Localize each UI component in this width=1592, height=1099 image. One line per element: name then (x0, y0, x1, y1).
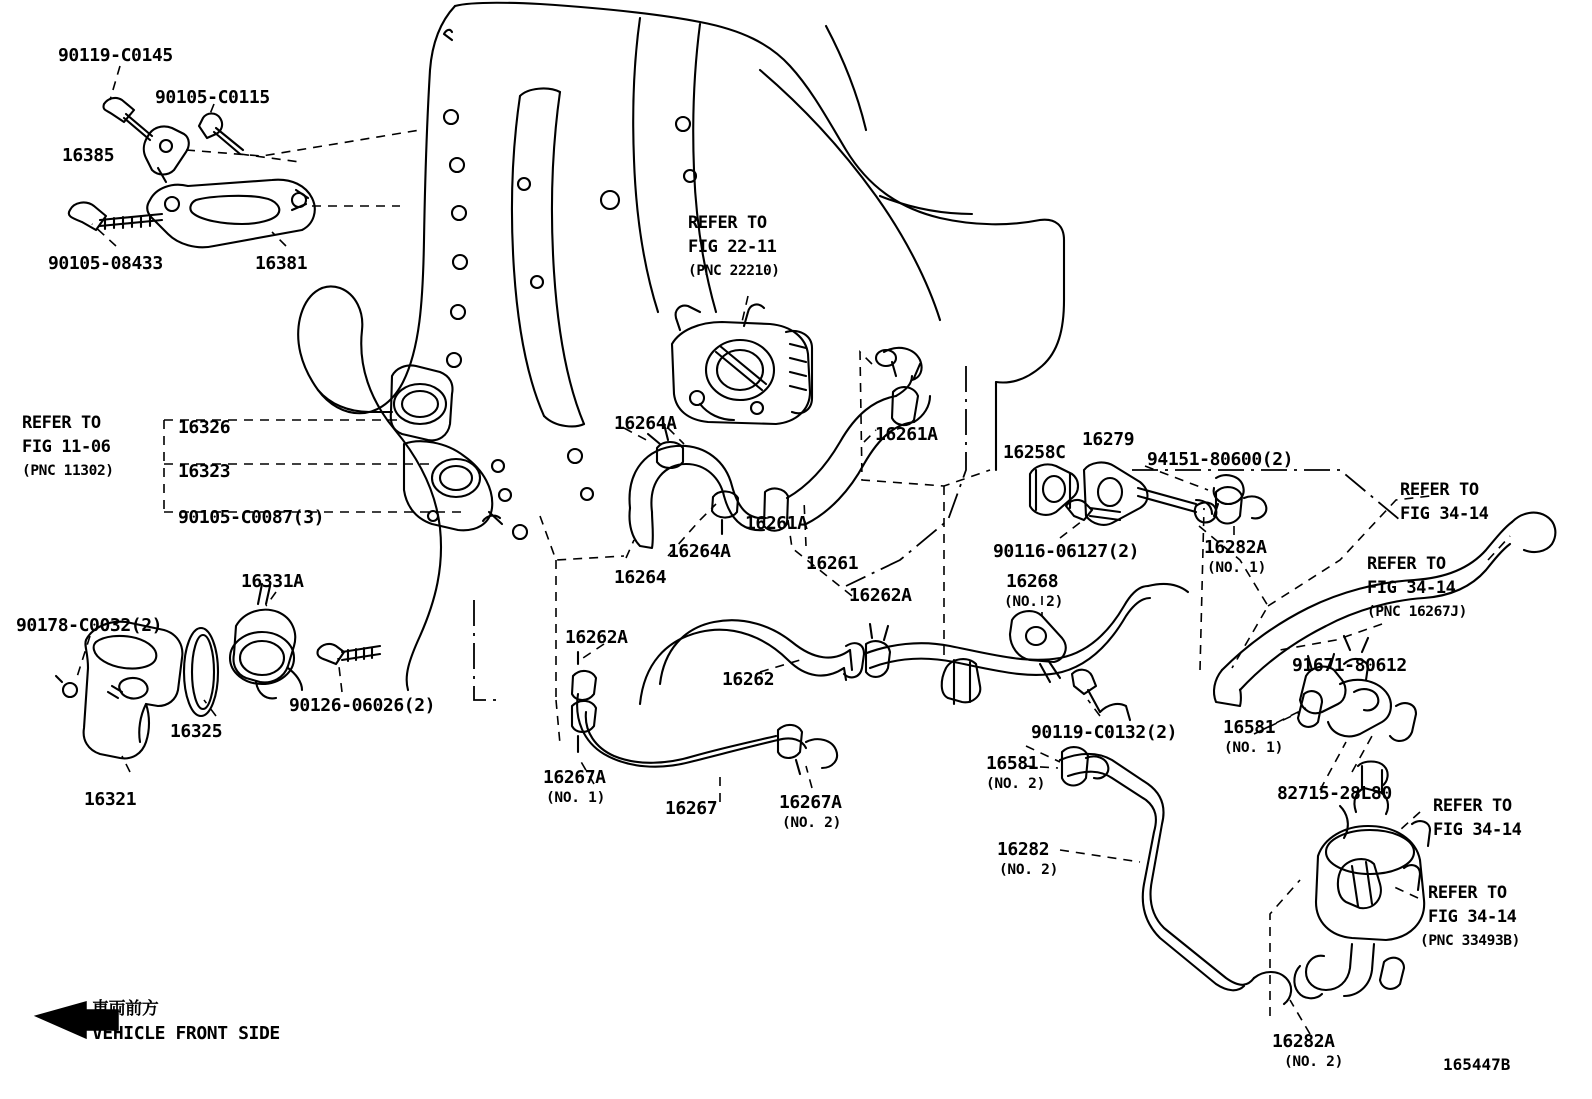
refer-fig-34-14-a-line1: REFER TO (1400, 480, 1479, 500)
part-label-16326: 16326 (178, 417, 231, 438)
part-label-16261: 16261 (806, 553, 859, 574)
part-label-90116-06127: 90116-06127(2) (993, 541, 1140, 562)
refer-fig-34-14-b-line2: FIG 34-14 (1367, 578, 1456, 598)
part-label-16282-no2-sub: (NO. 2) (999, 862, 1059, 878)
part-label-16258C: 16258C (1003, 442, 1066, 463)
part-label-16262: 16262 (722, 669, 775, 690)
part-label-90105-08433: 90105-08433 (48, 253, 163, 274)
refer-fig-22-11-pnc: (PNC 22210) (688, 263, 780, 279)
part-label-16581-no2: 16581 (986, 753, 1039, 774)
part-label-16261A-lower: 16261A (745, 513, 808, 534)
part-label-16581-no2-sub: (NO. 2) (986, 776, 1046, 792)
refer-fig-11-06-line1: REFER TO (22, 413, 101, 433)
part-label-82715-28L80: 82715-28L80 (1277, 783, 1392, 804)
part-label-16267A-no2: 16267A (779, 792, 842, 813)
part-label-16323: 16323 (178, 461, 231, 482)
part-label-16381: 16381 (255, 253, 308, 274)
refer-fig-22-11-line2: FIG 22-11 (688, 237, 777, 257)
part-label-16282A-no2-sub: (NO. 2) (1284, 1054, 1344, 1070)
part-label-16267A-no2-sub: (NO. 2) (782, 815, 842, 831)
part-label-90119-C0132: 90119-C0132(2) (1031, 722, 1178, 743)
refer-fig-34-14-b-line1: REFER TO (1367, 554, 1446, 574)
part-label-16262A-left: 16262A (565, 627, 628, 648)
refer-fig-34-14-a-line2: FIG 34-14 (1400, 504, 1489, 524)
part-label-16331A: 16331A (241, 571, 304, 592)
part-label-16267A-no1: 16267A (543, 767, 606, 788)
part-label-90105-C0087: 90105-C0087(3) (178, 507, 325, 528)
part-label-16385: 16385 (62, 145, 115, 166)
part-label-16261A-upper: 16261A (875, 424, 938, 445)
part-label-16264: 16264 (614, 567, 667, 588)
part-label-16279: 16279 (1082, 429, 1135, 450)
part-label-16325: 16325 (170, 721, 223, 742)
front-side-note-en: VEHICLE FRONT SIDE (92, 1023, 280, 1044)
refer-fig-11-06-line2: FIG 11-06 (22, 437, 111, 457)
part-label-90178-C0032: 90178-C0032(2) (16, 615, 163, 636)
part-label-91671-80612: 91671-80612 (1292, 655, 1407, 676)
front-side-note-jp: 車両前方 (92, 999, 159, 1019)
part-label-16282-no2: 16282 (997, 839, 1050, 860)
part-label-16581-no1-sub: (NO. 1) (1224, 740, 1284, 756)
refer-fig-34-14-d-line2: FIG 34-14 (1428, 907, 1517, 927)
part-label-16268: 16268 (1006, 571, 1059, 592)
part-label-16282A-no2: 16282A (1272, 1031, 1335, 1052)
part-label-16282A-no1: 16282A (1204, 537, 1267, 558)
part-label-90105-C0115: 90105-C0115 (155, 87, 270, 108)
drawing-number: 165447B (1443, 1055, 1511, 1074)
part-label-94151-80600: 94151-80600(2) (1147, 449, 1294, 470)
refer-fig-34-14-c-line2: FIG 34-14 (1433, 820, 1522, 840)
part-label-16267A-no1-sub: (NO. 1) (546, 790, 606, 806)
part-label-16267: 16267 (665, 798, 718, 819)
refer-fig-34-14-c-line1: REFER TO (1433, 796, 1512, 816)
part-label-90126-06026: 90126-06026(2) (289, 695, 436, 716)
refer-fig-34-14-d-line1: REFER TO (1428, 883, 1507, 903)
refer-fig-34-14-d-pnc: (PNC 33493B) (1420, 933, 1520, 949)
part-label-16264A-upper: 16264A (614, 413, 677, 434)
refer-fig-22-11-line1: REFER TO (688, 213, 767, 233)
refer-fig-11-06-pnc: (PNC 11302) (22, 463, 114, 479)
part-label-16321: 16321 (84, 789, 137, 810)
part-label-16581-no1: 16581 (1223, 717, 1276, 738)
part-label-16262A-right: 16262A (849, 585, 912, 606)
part-label-90119-C0145: 90119-C0145 (58, 45, 173, 66)
refer-fig-34-14-b-pnc: (PNC 16267J) (1367, 604, 1467, 620)
part-label-16264A-lower: 16264A (668, 541, 731, 562)
part-label-16268-sub: (NO. 2) (1004, 594, 1064, 610)
part-label-16282A-no1-sub: (NO. 1) (1207, 560, 1267, 576)
